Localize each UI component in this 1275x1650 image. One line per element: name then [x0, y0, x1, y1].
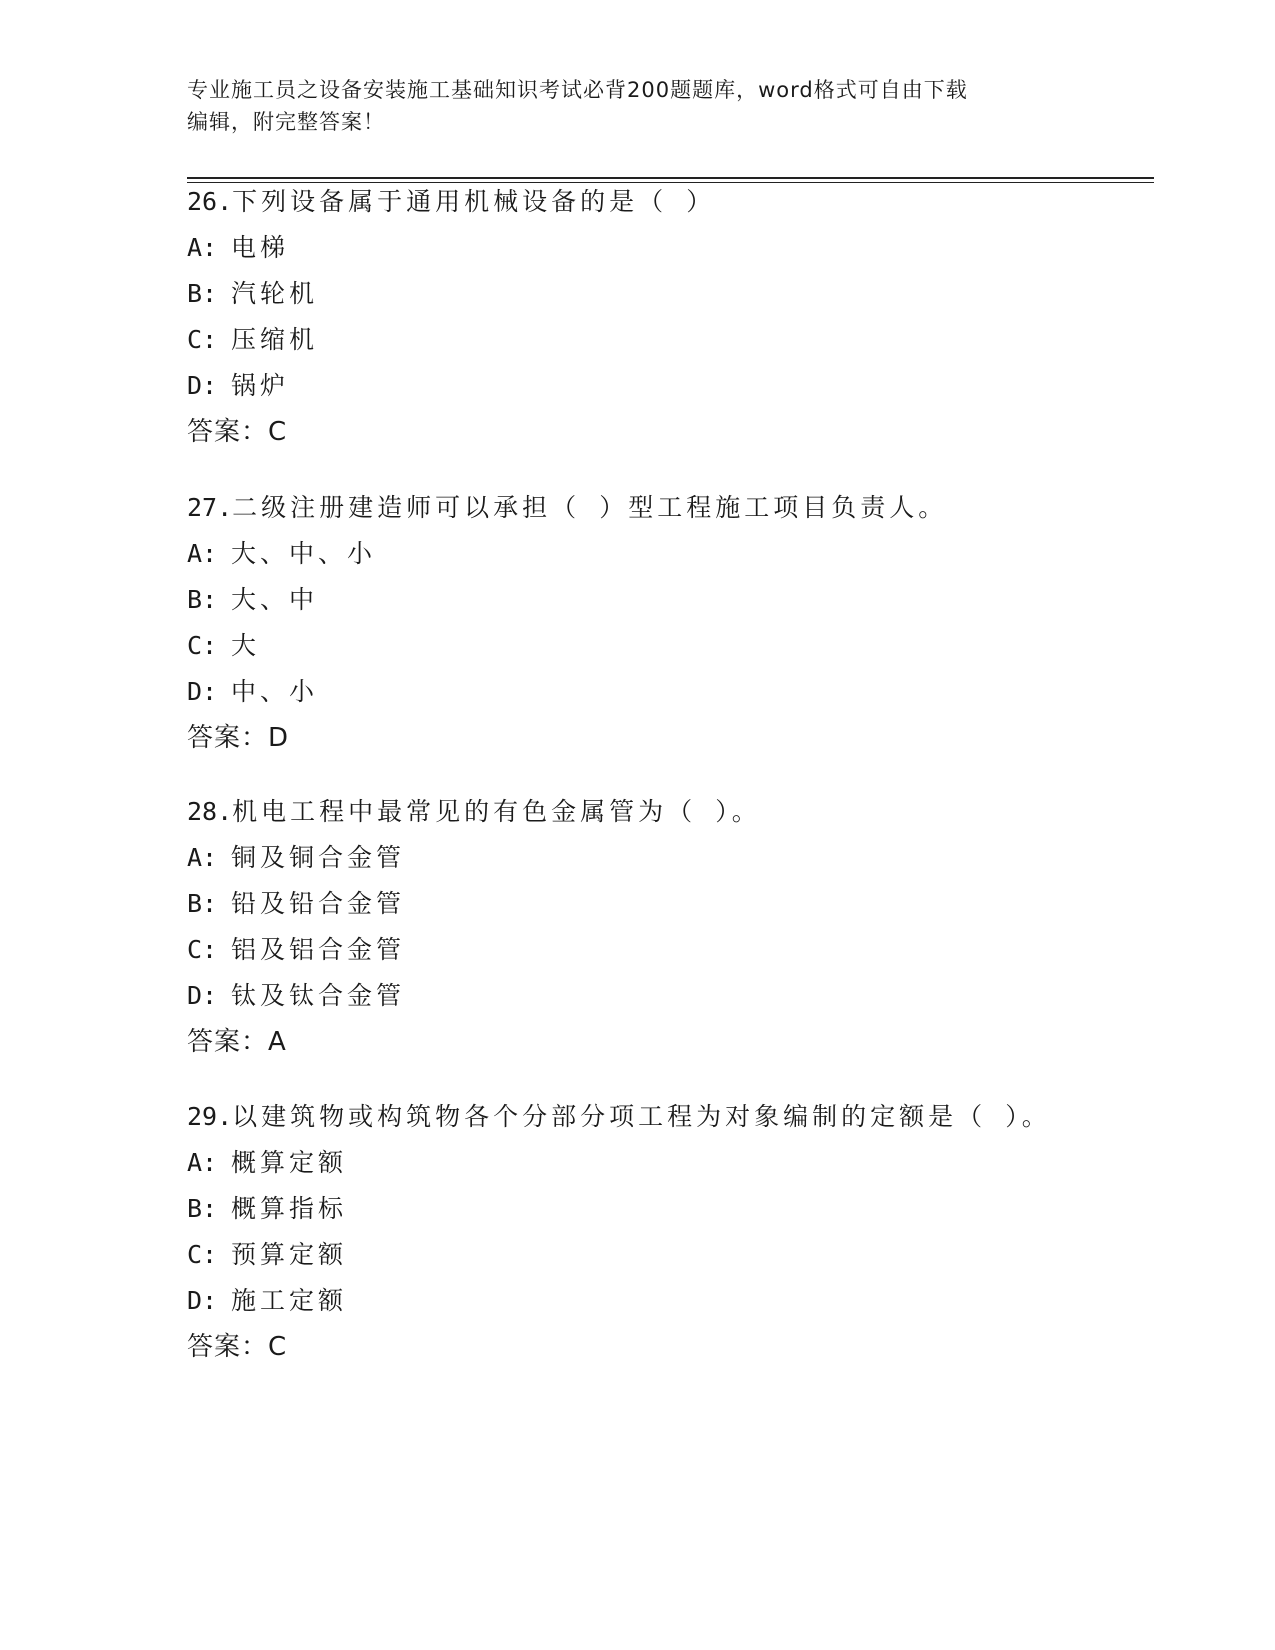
question-number: 27.	[187, 493, 233, 522]
option-c	[187, 325, 1147, 371]
option-letter: A:	[187, 539, 218, 568]
option-text: 汽轮机	[231, 279, 319, 308]
option-text: 概算定额	[231, 1148, 348, 1177]
option-letter: D:	[187, 677, 218, 706]
header-divider-thick	[187, 177, 1154, 179]
option-text: 中、小	[231, 677, 319, 706]
answer-line: 答案：A	[187, 1027, 287, 1057]
option-d	[187, 371, 1147, 417]
option-b	[187, 585, 1147, 631]
option-c	[187, 631, 1147, 677]
question-number: 28.	[187, 797, 233, 826]
option-c	[187, 1240, 1147, 1286]
option-letter: C:	[187, 935, 218, 964]
option-text: 概算指标	[231, 1194, 348, 1223]
option-text: 大	[231, 631, 261, 660]
option-letter: A:	[187, 233, 218, 262]
option-letter: B:	[187, 279, 218, 308]
option-a	[187, 233, 1147, 279]
option-d	[187, 981, 1147, 1027]
option-a	[187, 843, 1147, 889]
option-text: 大、中	[231, 585, 319, 614]
option-letter: A:	[187, 843, 218, 872]
option-letter: D:	[187, 1286, 218, 1315]
option-b	[187, 889, 1147, 935]
question-28	[187, 797, 1147, 1067]
option-letter: C:	[187, 1240, 218, 1269]
question-text: 以建筑物或构筑物各个分部分项工程为对象编制的定额是（ ）。	[232, 1102, 1051, 1131]
header-divider-thin	[187, 182, 1154, 183]
option-text: 钛及钛合金管	[231, 981, 406, 1010]
option-letter: C:	[187, 325, 218, 354]
answer-line: 答案：D	[187, 723, 290, 753]
document-header	[187, 74, 1067, 138]
option-d	[187, 1286, 1147, 1332]
option-text: 施工定额	[231, 1286, 348, 1315]
question-title	[187, 797, 1147, 843]
option-d	[187, 677, 1147, 723]
option-letter: B:	[187, 585, 218, 614]
header-line-2: 编辑，附完整答案！	[187, 110, 385, 134]
option-text: 电梯	[231, 233, 290, 262]
answer-line: 答案：C	[187, 1332, 288, 1362]
question-title	[187, 1102, 1147, 1148]
question-26	[187, 187, 1147, 457]
option-text: 铜及铜合金管	[231, 843, 406, 872]
option-text: 压缩机	[231, 325, 319, 354]
question-27	[187, 493, 1147, 763]
option-b	[187, 279, 1147, 325]
question-29	[187, 1102, 1147, 1372]
option-text: 预算定额	[231, 1240, 348, 1269]
option-b	[187, 1194, 1147, 1240]
option-a	[187, 539, 1147, 585]
answer-line: 答案：C	[187, 417, 288, 447]
option-letter: D:	[187, 371, 218, 400]
question-title	[187, 187, 1147, 233]
option-letter: D:	[187, 981, 218, 1010]
question-number: 29.	[187, 1102, 233, 1131]
question-text: 机电工程中最常见的有色金属管为（ ）。	[232, 797, 761, 826]
option-text: 铅及铅合金管	[231, 889, 406, 918]
option-letter: A:	[187, 1148, 218, 1177]
option-text: 锅炉	[231, 371, 290, 400]
question-text: 二级注册建造师可以承担（ ）型工程施工项目负责人。	[232, 493, 948, 522]
question-title	[187, 493, 1147, 539]
option-a	[187, 1148, 1147, 1194]
option-text: 大、中、小	[231, 539, 377, 568]
header-line-1: 专业施工员之设备安装施工基础知识考试必背200题题库，word格式可自由下载	[187, 78, 968, 102]
question-text: 下列设备属于通用机械设备的是（ ）	[232, 187, 716, 216]
option-text: 铝及铝合金管	[231, 935, 406, 964]
option-c	[187, 935, 1147, 981]
option-letter: B:	[187, 889, 218, 918]
question-number: 26.	[187, 187, 233, 216]
option-letter: B:	[187, 1194, 218, 1223]
option-letter: C:	[187, 631, 218, 660]
